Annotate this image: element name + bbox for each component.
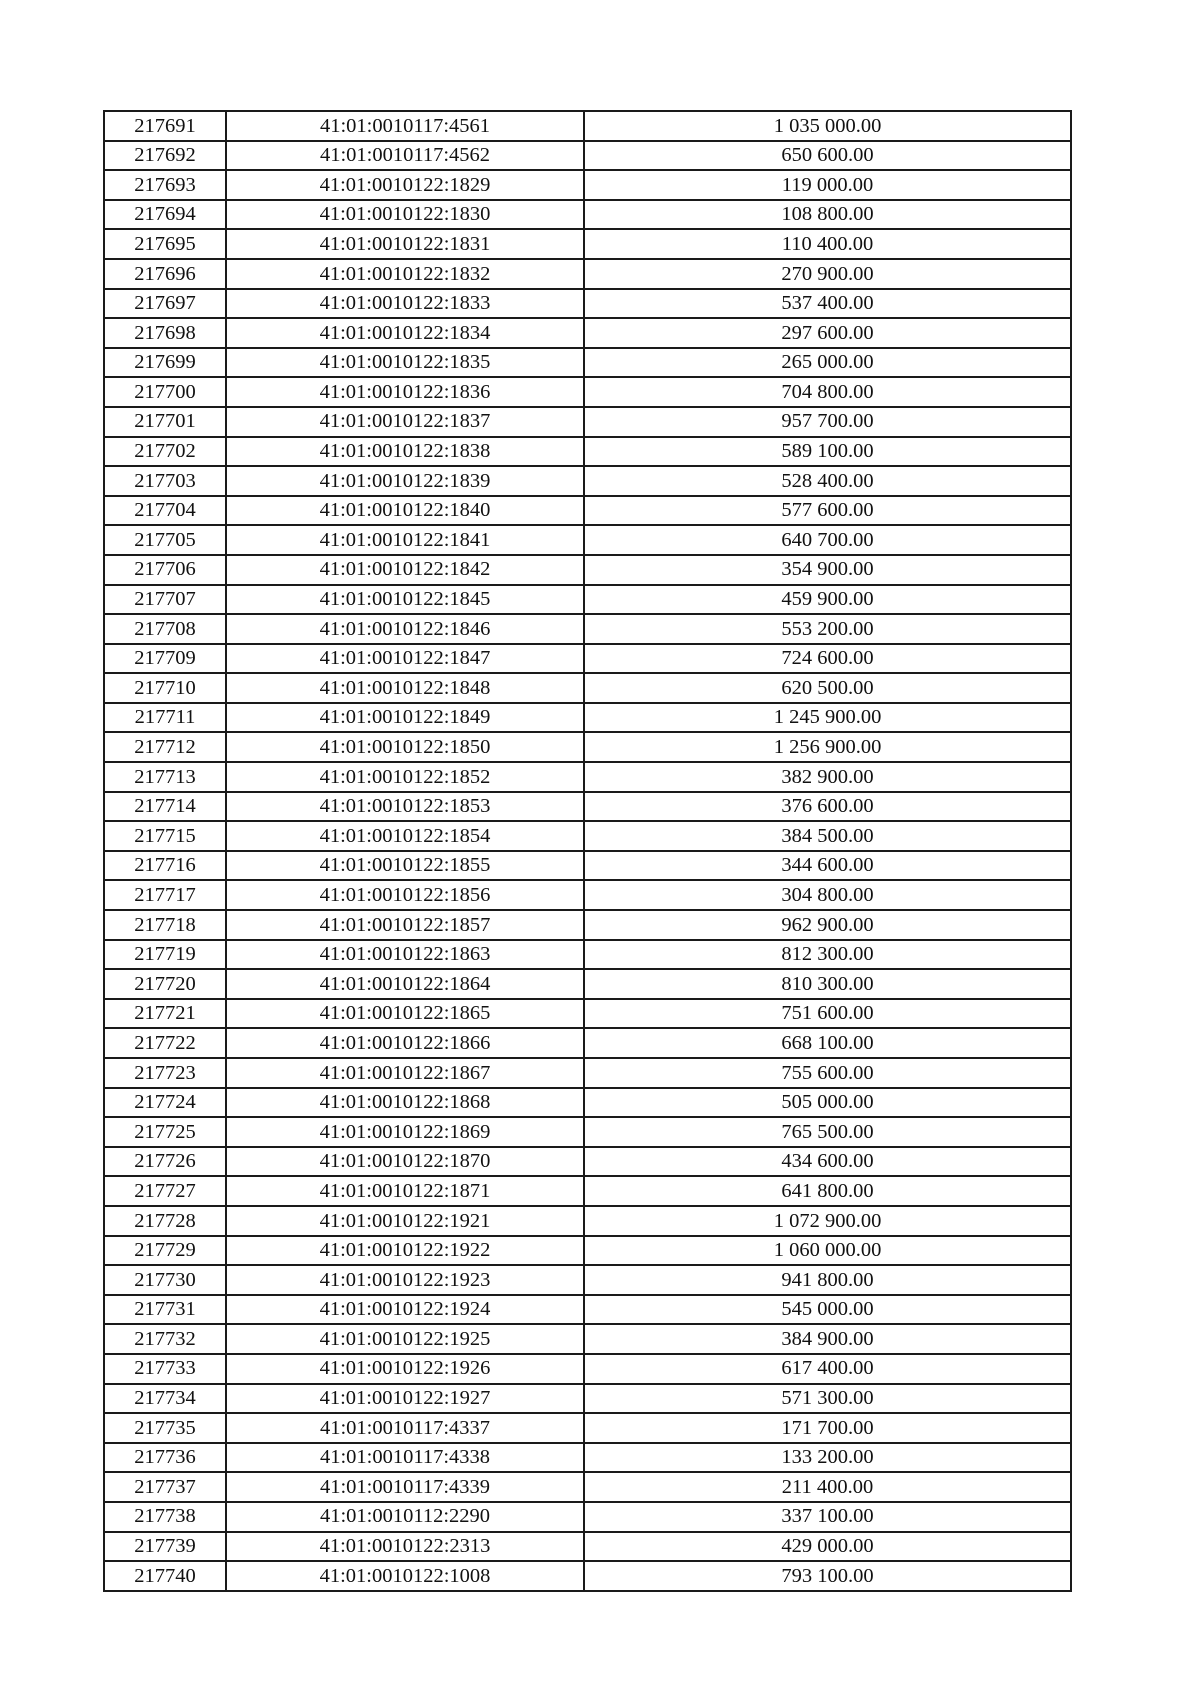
cadastral-value-cell: 459 900.00 [584,585,1071,615]
cadastral-value-cell: 589 100.00 [584,437,1071,467]
table-row [104,170,1071,200]
row-number-cell: 217693 [104,170,226,200]
table-row [104,1058,1071,1088]
row-number-cell: 217728 [104,1206,226,1236]
cadastral-value-cell: 793 100.00 [584,1561,1071,1591]
cadastral-number-cell: 41:01:0010122:1866 [226,1028,584,1058]
table-row [104,318,1071,348]
table-row [104,880,1071,910]
cadastral-value-cell: 354 900.00 [584,555,1071,585]
row-number-cell: 217694 [104,200,226,230]
table-row [104,200,1071,230]
cadastral-number-cell: 41:01:0010122:1923 [226,1265,584,1295]
row-number-cell: 217734 [104,1384,226,1414]
table-row [104,1117,1071,1147]
table-row [104,940,1071,970]
table-row [104,437,1071,467]
cadastral-value-cell: 1 035 000.00 [584,111,1071,141]
row-number-cell: 217709 [104,644,226,674]
table-row [104,1028,1071,1058]
row-number-cell: 217698 [104,318,226,348]
row-number-cell: 217711 [104,703,226,733]
cadastral-number-cell: 41:01:0010122:1921 [226,1206,584,1236]
cadastral-value-cell: 765 500.00 [584,1117,1071,1147]
cadastral-number-cell: 41:01:0010122:1924 [226,1295,584,1325]
cadastral-value-cell: 270 900.00 [584,259,1071,289]
cadastral-number-cell: 41:01:0010122:1926 [226,1354,584,1384]
row-number-cell: 217716 [104,851,226,881]
row-number-cell: 217733 [104,1354,226,1384]
row-number-cell: 217700 [104,377,226,407]
row-number-cell: 217696 [104,259,226,289]
table-row [104,496,1071,526]
row-number-cell: 217727 [104,1176,226,1206]
table-row [104,1502,1071,1532]
cadastral-number-cell: 41:01:0010122:1832 [226,259,584,289]
cadastral-value-cell: 553 200.00 [584,614,1071,644]
cadastral-value-table [103,110,1072,1592]
cadastral-number-cell: 41:01:0010122:1847 [226,644,584,674]
cadastral-value-cell: 957 700.00 [584,407,1071,437]
table-row [104,969,1071,999]
table-row [104,1088,1071,1118]
cadastral-number-cell: 41:01:0010117:4338 [226,1443,584,1473]
cadastral-value-cell: 650 600.00 [584,141,1071,171]
cadastral-value-cell: 810 300.00 [584,969,1071,999]
row-number-cell: 217713 [104,762,226,792]
cadastral-number-cell: 41:01:0010122:1830 [226,200,584,230]
row-number-cell: 217714 [104,792,226,822]
cadastral-number-cell: 41:01:0010122:1927 [226,1384,584,1414]
cadastral-number-cell: 41:01:0010122:1871 [226,1176,584,1206]
row-number-cell: 217701 [104,407,226,437]
cadastral-value-cell: 376 600.00 [584,792,1071,822]
cadastral-value-cell: 384 500.00 [584,821,1071,851]
cadastral-value-cell: 344 600.00 [584,851,1071,881]
table-row [104,229,1071,259]
cadastral-value-cell: 577 600.00 [584,496,1071,526]
cadastral-number-cell: 41:01:0010122:1865 [226,999,584,1029]
table-row [104,348,1071,378]
cadastral-number-cell: 41:01:0010122:1845 [226,585,584,615]
table-row [104,644,1071,674]
cadastral-value-cell: 962 900.00 [584,910,1071,940]
table-row [104,1561,1071,1591]
cadastral-number-cell: 41:01:0010122:1834 [226,318,584,348]
table-row [104,259,1071,289]
row-number-cell: 217707 [104,585,226,615]
row-number-cell: 217697 [104,289,226,319]
row-number-cell: 217695 [104,229,226,259]
cadastral-value-cell: 545 000.00 [584,1295,1071,1325]
table-row [104,821,1071,851]
cadastral-value-cell: 505 000.00 [584,1088,1071,1118]
cadastral-number-cell: 41:01:0010122:1852 [226,762,584,792]
cadastral-value-cell: 297 600.00 [584,318,1071,348]
table-row [104,377,1071,407]
cadastral-value-cell: 337 100.00 [584,1502,1071,1532]
table-row [104,1413,1071,1443]
cadastral-value-cell: 265 000.00 [584,348,1071,378]
cadastral-value-cell: 1 072 900.00 [584,1206,1071,1236]
cadastral-number-cell: 41:01:0010122:1841 [226,525,584,555]
table-row [104,910,1071,940]
cadastral-number-cell: 41:01:0010122:1848 [226,673,584,703]
cadastral-number-cell: 41:01:0010122:1838 [226,437,584,467]
table-row [104,851,1071,881]
cadastral-number-cell: 41:01:0010117:4562 [226,141,584,171]
table-row [104,141,1071,171]
cadastral-value-cell: 704 800.00 [584,377,1071,407]
cadastral-value-cell: 108 800.00 [584,200,1071,230]
cadastral-number-cell: 41:01:0010122:1855 [226,851,584,881]
cadastral-number-cell: 41:01:0010122:1008 [226,1561,584,1591]
row-number-cell: 217699 [104,348,226,378]
cadastral-number-cell: 41:01:0010122:1829 [226,170,584,200]
cadastral-number-cell: 41:01:0010117:4561 [226,111,584,141]
row-number-cell: 217735 [104,1413,226,1443]
cadastral-number-cell: 41:01:0010122:1850 [226,732,584,762]
row-number-cell: 217719 [104,940,226,970]
row-number-cell: 217726 [104,1147,226,1177]
table-row [104,732,1071,762]
cadastral-number-cell: 41:01:0010122:1839 [226,466,584,496]
cadastral-number-cell: 41:01:0010122:1840 [226,496,584,526]
row-number-cell: 217729 [104,1236,226,1266]
cadastral-number-cell: 41:01:0010122:1868 [226,1088,584,1118]
table-row [104,999,1071,1029]
table-row [104,111,1071,141]
cadastral-number-cell: 41:01:0010122:1833 [226,289,584,319]
cadastral-value-cell: 133 200.00 [584,1443,1071,1473]
cadastral-value-cell: 434 600.00 [584,1147,1071,1177]
row-number-cell: 217692 [104,141,226,171]
table-row [104,1384,1071,1414]
cadastral-number-cell: 41:01:0010122:2313 [226,1532,584,1562]
row-number-cell: 217736 [104,1443,226,1473]
cadastral-number-cell: 41:01:0010122:1864 [226,969,584,999]
row-number-cell: 217708 [104,614,226,644]
row-number-cell: 217715 [104,821,226,851]
row-number-cell: 217721 [104,999,226,1029]
cadastral-number-cell: 41:01:0010122:1857 [226,910,584,940]
table-row [104,1354,1071,1384]
row-number-cell: 217691 [104,111,226,141]
cadastral-value-cell: 537 400.00 [584,289,1071,319]
table-row [104,1532,1071,1562]
cadastral-number-cell: 41:01:0010122:1849 [226,703,584,733]
cadastral-number-cell: 41:01:0010122:1922 [226,1236,584,1266]
table-row [104,1147,1071,1177]
table-row [104,614,1071,644]
cadastral-value-cell: 119 000.00 [584,170,1071,200]
table-row [104,525,1071,555]
row-number-cell: 217704 [104,496,226,526]
row-number-cell: 217702 [104,437,226,467]
table-row [104,792,1071,822]
table-row [104,466,1071,496]
cadastral-value-cell: 620 500.00 [584,673,1071,703]
cadastral-value-cell: 641 800.00 [584,1176,1071,1206]
cadastral-number-cell: 41:01:0010122:1870 [226,1147,584,1177]
table-row [104,1236,1071,1266]
cadastral-number-cell: 41:01:0010122:1853 [226,792,584,822]
row-number-cell: 217732 [104,1324,226,1354]
row-number-cell: 217730 [104,1265,226,1295]
cadastral-value-cell: 640 700.00 [584,525,1071,555]
cadastral-value-cell: 755 600.00 [584,1058,1071,1088]
table-row [104,1265,1071,1295]
row-number-cell: 217731 [104,1295,226,1325]
row-number-cell: 217738 [104,1502,226,1532]
cadastral-value-cell: 171 700.00 [584,1413,1071,1443]
table-row [104,703,1071,733]
row-number-cell: 217710 [104,673,226,703]
cadastral-number-cell: 41:01:0010122:1925 [226,1324,584,1354]
cadastral-number-cell: 41:01:0010122:1835 [226,348,584,378]
table-row [104,762,1071,792]
table-row [104,555,1071,585]
table-row [104,407,1071,437]
cadastral-number-cell: 41:01:0010122:1836 [226,377,584,407]
row-number-cell: 217717 [104,880,226,910]
cadastral-number-cell: 41:01:0010122:1869 [226,1117,584,1147]
cadastral-number-cell: 41:01:0010122:1867 [226,1058,584,1088]
row-number-cell: 217706 [104,555,226,585]
cadastral-value-cell: 724 600.00 [584,644,1071,674]
cadastral-number-cell: 41:01:0010122:1863 [226,940,584,970]
table-row [104,585,1071,615]
cadastral-value-cell: 304 800.00 [584,880,1071,910]
cadastral-value-cell: 941 800.00 [584,1265,1071,1295]
cadastral-value-cell: 1 060 000.00 [584,1236,1071,1266]
cadastral-value-cell: 812 300.00 [584,940,1071,970]
cadastral-value-cell: 528 400.00 [584,466,1071,496]
row-number-cell: 217720 [104,969,226,999]
table-row [104,1206,1071,1236]
cadastral-value-cell: 571 300.00 [584,1384,1071,1414]
table-row [104,1295,1071,1325]
table-row [104,1443,1071,1473]
row-number-cell: 217703 [104,466,226,496]
cadastral-number-cell: 41:01:0010122:1854 [226,821,584,851]
row-number-cell: 217705 [104,525,226,555]
cadastral-value-cell: 382 900.00 [584,762,1071,792]
cadastral-value-cell: 617 400.00 [584,1354,1071,1384]
cadastral-number-cell: 41:01:0010117:4339 [226,1472,584,1502]
cadastral-value-cell: 110 400.00 [584,229,1071,259]
row-number-cell: 217723 [104,1058,226,1088]
table-row [104,1472,1071,1502]
row-number-cell: 217740 [104,1561,226,1591]
cadastral-value-cell: 1 256 900.00 [584,732,1071,762]
cadastral-value-cell: 211 400.00 [584,1472,1071,1502]
row-number-cell: 217725 [104,1117,226,1147]
row-number-cell: 217724 [104,1088,226,1118]
row-number-cell: 217718 [104,910,226,940]
cadastral-number-cell: 41:01:0010122:1831 [226,229,584,259]
table-row [104,1324,1071,1354]
table-row [104,289,1071,319]
cadastral-number-cell: 41:01:0010117:4337 [226,1413,584,1443]
table-body [104,111,1071,1591]
table-row [104,1176,1071,1206]
row-number-cell: 217722 [104,1028,226,1058]
cadastral-number-cell: 41:01:0010112:2290 [226,1502,584,1532]
cadastral-value-cell: 751 600.00 [584,999,1071,1029]
cadastral-number-cell: 41:01:0010122:1837 [226,407,584,437]
cadastral-value-cell: 429 000.00 [584,1532,1071,1562]
row-number-cell: 217739 [104,1532,226,1562]
cadastral-number-cell: 41:01:0010122:1842 [226,555,584,585]
cadastral-value-cell: 384 900.00 [584,1324,1071,1354]
cadastral-number-cell: 41:01:0010122:1856 [226,880,584,910]
cadastral-value-cell: 1 245 900.00 [584,703,1071,733]
cadastral-value-cell: 668 100.00 [584,1028,1071,1058]
row-number-cell: 217737 [104,1472,226,1502]
row-number-cell: 217712 [104,732,226,762]
cadastral-number-cell: 41:01:0010122:1846 [226,614,584,644]
table-row [104,673,1071,703]
